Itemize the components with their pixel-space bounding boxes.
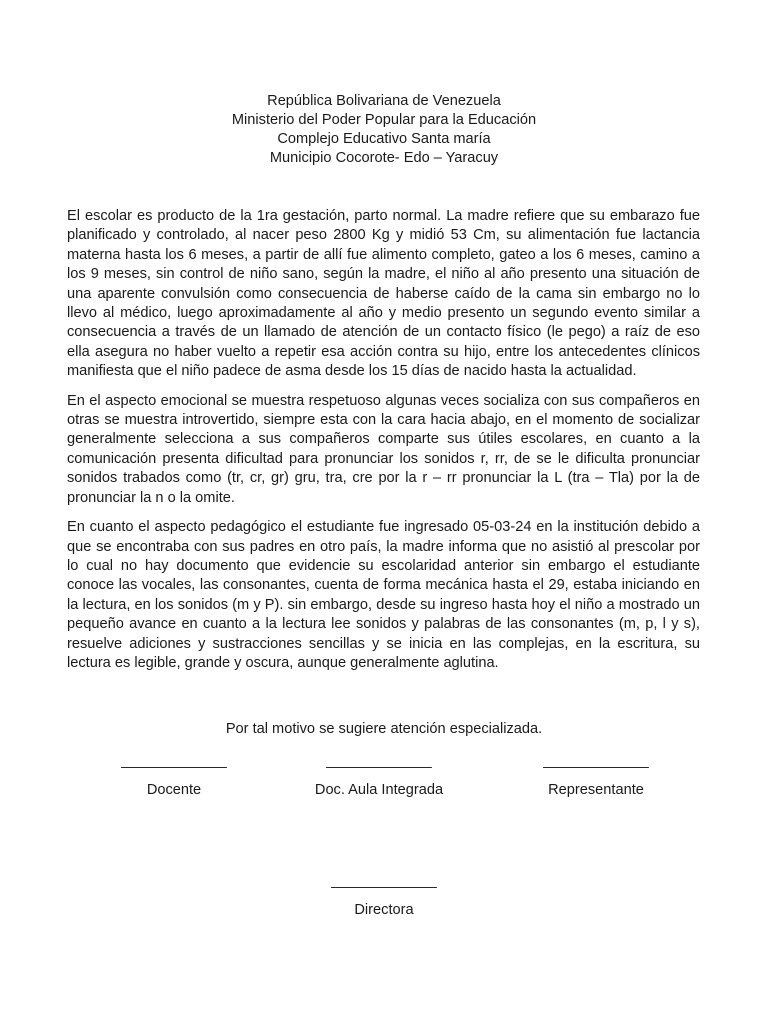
signature-line: _____________ [331, 873, 437, 889]
signature-docente [104, 752, 244, 800]
letterhead [0, 92, 768, 168]
suggestion-text: Por tal motivo se sugiere atención especializada. [225, 721, 543, 737]
signature-label-representante: Representante [548, 782, 644, 798]
signature-directora [314, 872, 454, 920]
signature-label-docente: Docente [146, 782, 202, 798]
signature-representante [524, 752, 668, 800]
paragraph-emotional: En el aspecto emocional se muestra respetuoso algunas veces socializa con sus compañeros en otras se muestra introvertido, siempre esta con la cara hacia abajo, en el momento de socializar generalmente selecciona a sus compañeros comparte sus útiles escolares, en cuanto a la comunicación presenta dificultad para pronunciar los sonidos r, rr, de se le dificulta pronunciar sonidos trabados como (tr, cr, gr) gru, tra, cre por la r – rr pronunciar la L (tra – Tla) por la de pronunciar la n o la omite. [67, 392, 700, 506]
signature-label-aula: Doc. Aula Integrada [314, 782, 444, 798]
header-ministry: Ministerio del Poder Popular para la Educación [231, 112, 537, 128]
report-body [67, 207, 700, 683]
header-school: Complejo Educativo Santa maría [277, 131, 491, 147]
signature-label-directora: Directora [354, 902, 414, 918]
header-country: República Bolivariana de Venezuela [267, 93, 501, 109]
signature-line: _____________ [326, 753, 432, 769]
paragraph-history: El escolar es producto de la 1ra gestación, parto normal. La madre refiere que su embarazo fue planificado y controlado, al nacer peso 2800 Kg y midió 53 Cm, su alimentación fue lactancia materna hasta los 6 meses, a partir de allí fue alimento completo, gateo a los 6 meses, camino a los 9 meses, sin control de niño sano, según la madre, el niño al año presento una situación de una aparente convulsión como consecuencia de haberse caído de la cama sin embargo no lo llevo al médico, luego aproximadamente al año y medio presento un segundo evento similar a consecuencia a través de un llamado de atención de un contacto físico (le pego) a raíz de eso ella asegura no haber vuelto a repetir esa acción contra su hijo, entre los antecedentes clínicos manifiesta que el niño padece de asma desde los 15 días de nacido hasta la actualidad. [67, 208, 700, 380]
signature-line: _____________ [543, 753, 649, 769]
signature-line: _____________ [121, 753, 227, 769]
paragraph-pedagogical: En cuanto el aspecto pedagógico el estudiante fue ingresado 05-03-24 en la institución debido a que se encontraba con sus padres en otro país, la madre informa que no asistió al prescolar por lo cual no hay documento que evidencie su escolaridad anterior sin embargo el estudiante conoce las vocales, las consonantes, cuenta de forma mecánica hasta el 29, estaba iniciando en la lectura, en los sonidos (m y P). sin embargo, desde su ingreso hasta hoy el niño a mostrado un pequeño avance en cuanto a la lectura lee sonidos y palabras de las consonantes (m, p, l y s), resuelve adiciones y sustracciones sencillas y se inicia en las complejas, en la escritura, su lectura es legible, grande y oscura, aunque generalmente aglutina. [67, 519, 700, 671]
signature-aula-integrada [299, 752, 459, 800]
header-municipality: Municipio Cocorote- Edo – Yaracuy [269, 150, 499, 166]
